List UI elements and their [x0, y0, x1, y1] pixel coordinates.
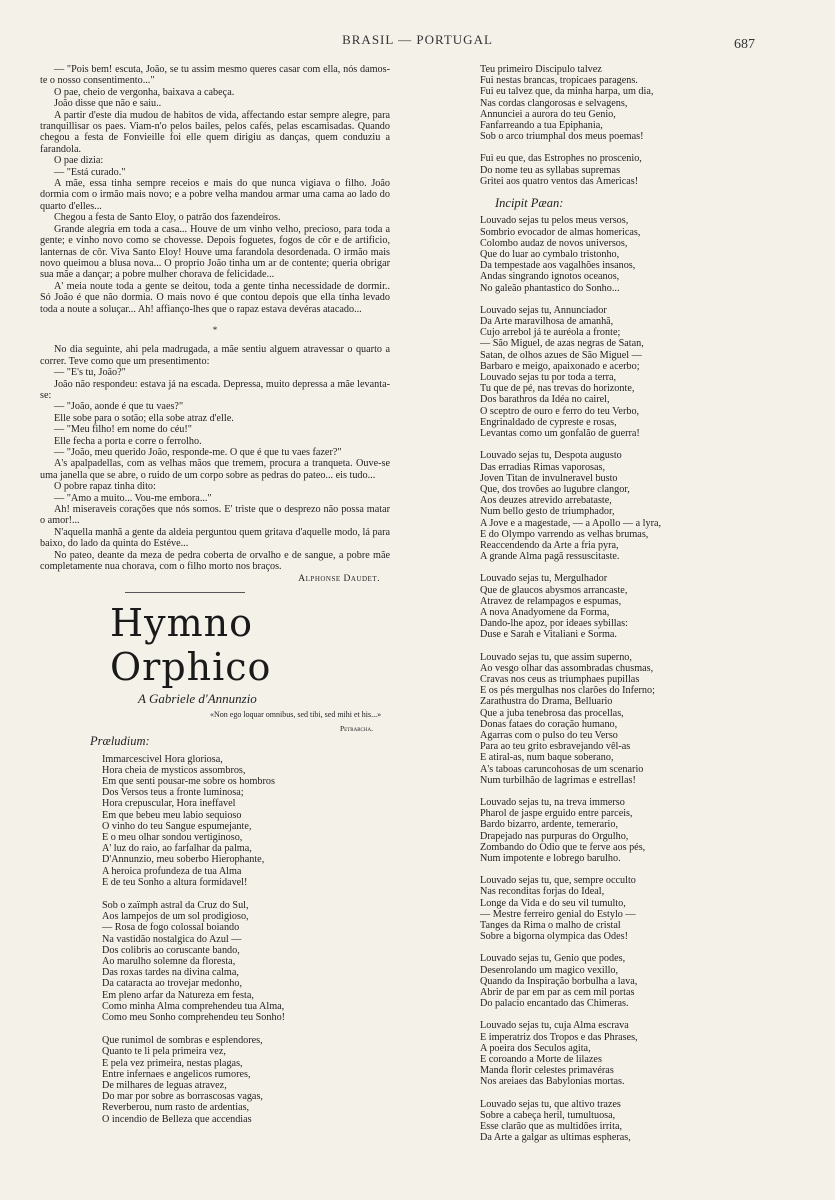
verse-line: Entre infernaes e angelicos rumores,: [102, 1068, 251, 1080]
verse-line: Da cataracta ao trovejar medonho,: [102, 978, 243, 990]
verse-line: E atiral-as, num baque soberano,: [480, 752, 614, 764]
paragraph: N'aquella manhã a gente da aldeia perguntou quem gritava d'aquelle modo, lá para baixo, do lado da quinta do Estéve...: [40, 526, 390, 550]
verse-line: E de teu Sonho a altura formidavel!: [102, 876, 248, 888]
verse-line: Gritei aos quatro ventos das Americas!: [480, 175, 639, 187]
verse-line: Das erradias Rimas vaporosas,: [480, 461, 606, 473]
verse-line: Andas singrando ignotos oceanos,: [480, 271, 620, 283]
verse-line: Louvado sejas tu, que assim superno,: [480, 651, 632, 663]
verse-line: Da Arte maravilhosa de amanhã,: [480, 316, 614, 328]
stanza: [480, 64, 692, 142]
verse-line: Sombrio evocador de almas homericas,: [480, 226, 641, 238]
verse-line: Louvado sejas tu, Annunciador: [480, 304, 607, 316]
verse-line: O incendio de Belleza que accendias: [102, 1113, 252, 1125]
verse-line: Que de glaucos abysmos arrancaste,: [480, 584, 628, 596]
verse-line: — São Miguel, de azas negras de Satan,: [480, 338, 644, 350]
verse-line: Louvado sejas tu, Despota augusto: [480, 450, 622, 462]
verse-line: Na vastidão nostalgica do Azul —: [102, 933, 242, 945]
author-signature: Alphonse Daudet.: [298, 574, 380, 585]
verse-line: Annunciei a aurora do teu Genio,: [480, 108, 616, 120]
verse-line: Quando da Inspiração borbulha a lava,: [480, 975, 638, 987]
verse-line: Louvado sejas tu pelos meus versos,: [480, 215, 629, 227]
verse-line: Fui eu que, das Estrophes no proscenio,: [480, 153, 642, 165]
paragraph: Elle sobe para o sotão; ella sobe atraz d'elle.: [54, 412, 234, 424]
verse-line: Do palacio encantado das Chimeras.: [480, 998, 629, 1010]
verse-line: De milhares de leguas atravez,: [102, 1080, 227, 1092]
verse-line: Das roxas tardes na divina calma,: [102, 967, 239, 979]
verse-line: Como minha Alma comprehendeu tua Alma,: [102, 1000, 285, 1012]
divider-rule: [125, 592, 245, 593]
verse-line: Engrinaldado de cypreste e rosas,: [480, 416, 617, 428]
verse-line: Que runimol de sombras e esplendores,: [102, 1035, 263, 1047]
verse-line: O sceptro de ouro e ferro do teu Verbo,: [480, 405, 640, 417]
verse-line: Que a juba tenebrosa das procellas,: [480, 707, 624, 719]
verse-line: Zombando do Odio que te ferve aos pés,: [480, 841, 646, 853]
paragraph: Grande alegria em toda a casa... Houve de um vinho velho, precioso, para toda a gente; e vinho novo como se chovesse. Depois foguetes, fogos de côr e de artificio, lanternas de côr. Viva Santo Eloy! Houve uma farandola desordenada. O irmão mais novo queimou a blusa nova... O proprio João tinha um ar de contente; queria obrigar sua mãe a dançar; a pobre mulher chorava de felicidade...: [40, 223, 390, 281]
stanza: [480, 652, 692, 786]
verse-line: Louvado sejas tu, cuja Alma escrava: [480, 1020, 629, 1032]
verse-line: No galeão phantastico do Sonho...: [480, 282, 620, 294]
paragraph: — "João, meu querido João, responde-me. O que é que tu vaes fazer?": [54, 447, 342, 458]
paragraph: — "Meu filho! em nome do céu!": [54, 424, 192, 436]
verse-line: Barbaro e meigo, apaixonado e acerbo;: [480, 360, 640, 372]
paragraph: A mãe, essa tinha sempre receios e mais do que nunca vigiava o filho. João dormia com o irmão mais novo; e a pobre velha mandou armar uma cama ao lado do quarto d'elles...: [40, 178, 390, 212]
verse-line: Joven Titan de invulneravel busto: [480, 472, 618, 484]
verse-line: Satan, de olhos azues de São Miguel —: [480, 349, 642, 361]
story-text: [40, 64, 390, 315]
verse-line: Agarras com o pulso do teu Verso: [480, 729, 618, 741]
verse-line: Zarathustra do Drama, Belluario: [480, 696, 613, 708]
paragraph: — "Está curado.": [54, 166, 126, 178]
paragraph: A's apalpadellas, com as velhas mãos que tremem, procura a tranqueta. Ouve-se uma janella que se abre, o ruido de um corpo sobre as pedras do pateo... eis tudo...: [40, 458, 390, 481]
paragraph: O pobre rapaz tinha dito:: [54, 481, 156, 493]
paragraph: Elle fecha a porta e corre o ferrolho.: [54, 435, 202, 447]
verse-line: — Mestre ferreiro genial do Estylo —: [480, 908, 636, 920]
verse-line: Do nome teu as syllabas supremas: [480, 164, 621, 176]
verse-line: Aos lampejos de um sol prodigioso,: [102, 911, 249, 923]
verse-line: Louvado sejas tu, Mergulhador: [480, 573, 608, 585]
poem-verse-right-b: [480, 215, 692, 1143]
verse-line: Teu primeiro Discipulo talvez: [480, 64, 602, 75]
verse-line: E pela vez primeira, nestas plagas,: [102, 1057, 243, 1069]
verse-line: Manda florir celestes primavéras: [480, 1065, 614, 1077]
verse-line: Colombo audaz de novos universos,: [480, 237, 628, 249]
verse-line: Ao vesgo olhar das assombradas chusmas,: [480, 662, 654, 674]
verse-line: Cujo arrebol já te auréola a fronte;: [480, 327, 621, 339]
epigraph-author: Petrarcha.: [340, 723, 373, 733]
verse-line: Como meu Sonho comprehendeu teu Sonho!: [102, 1012, 286, 1024]
verse-line: Hora cheia de mysticos assombros,: [102, 764, 246, 776]
verse-line: D'Annunzio, meu soberbo Hierophante,: [102, 854, 265, 866]
verse-line: Em pleno arfar da Natureza em festa,: [102, 989, 254, 1001]
verse-line: Que do luar ao cymbalo tristonho,: [480, 249, 620, 261]
stanza: [480, 1020, 692, 1087]
running-title: BRASIL — PORTUGAL: [342, 32, 493, 47]
verse-line: Atravez de relampagos e espumas,: [480, 595, 622, 607]
verse-line: Dos Versos teus a fronte luminosa;: [102, 787, 244, 799]
verse-line: Quanto te li pela primeira vez,: [102, 1046, 226, 1058]
verse-line: Fanfarreando a tua Epiphania,: [480, 120, 603, 132]
verse-line: Aos deuzes atrevido arrebataste,: [480, 495, 612, 507]
verse-line: Esse clarão que as multidões irrita,: [480, 1121, 623, 1133]
verse-line: Sobre a bigorna olympica das Odes!: [480, 931, 628, 943]
verse-line: E imperatriz dos Tropos e das Phrases,: [480, 1031, 638, 1043]
verse-line: Desenrolando um magico vexillo,: [480, 964, 619, 976]
verse-line: E coroando a Morte de lilazes: [480, 1054, 602, 1066]
verse-line: Drapejado nas purpuras do Orgulho,: [480, 830, 629, 842]
incipit-label: Incipit Pæan:: [495, 196, 564, 211]
stanza: [480, 797, 692, 864]
verse-line: Pharol de jaspe erguido entre parceis,: [480, 808, 633, 820]
verse-line: Num turbilhão de lagrimas e estrellas!: [480, 774, 636, 786]
verse-line: A nova Anadyomene da Forma,: [480, 606, 610, 618]
paragraph: No pateo, deante da meza de pedra coberta de orvalho e de sangue, a pobre mãe completamente nua chorava, com o filho morto nos braços.: [40, 549, 390, 573]
verse-line: O vinho do teu Sangue espumejante,: [102, 820, 252, 832]
verse-line: Num impotente e lobrego barulho.: [480, 853, 621, 864]
paragraph: Ah! miseraveis corações que nós somos. E' triste que o desprezo não possa matar o amor!...: [40, 504, 390, 527]
verse-line: Dos colibris ao coruscante bando,: [102, 944, 240, 956]
verse-line: Tanges da Rima o malho de cristal: [480, 920, 621, 932]
stanza: [480, 215, 692, 293]
verse-line: Louvado sejas tu, que, sempre occulto: [480, 875, 636, 887]
verse-line: Immarcescivel Hora gloriosa,: [102, 753, 223, 765]
verse-line: Ao marulho solemne da floresta,: [102, 956, 236, 968]
verse-line: Levantas como um gonfalão de guerra!: [480, 428, 640, 440]
verse-line: A heroica profundeza de tua Alma: [102, 865, 242, 877]
verse-line: Nos areiaes das Babylonias mortas.: [480, 1076, 625, 1088]
verse-line: Reaccendendo da Arte a fria pyra,: [480, 539, 619, 551]
stanza: [102, 1035, 390, 1125]
verse-line: Em que bebeu meu labio sequioso: [102, 809, 242, 821]
verse-line: Sob o arco triumphal dos meus poemas!: [480, 131, 644, 143]
verse-line: Fui nestas brancas, tropicaes paragens.: [480, 75, 638, 87]
paragraph: O pae, cheio de vergonha, baixava a cabeça.: [54, 86, 235, 98]
paragraph: A partir d'este dia mudou de habitos de vida, affectando estar sempre alegre, para tranquillisar os paes. Viam-n'o pelos bailes, pelos cafés, pelas escamisadas. Quando chegou a festa de Fonvieille foi elle quem dirigiu as danças, quem conduziu a farandola.: [40, 109, 390, 155]
stanza: [480, 153, 692, 187]
paragraph: — "João, aonde é que tu vaes?": [54, 401, 184, 413]
paragraph: — "E's tu, João?": [54, 367, 126, 379]
verse-line: A poeira dos Seculos agita,: [480, 1042, 591, 1054]
verse-line: Reverberou, num rasto de ardentias,: [102, 1102, 250, 1114]
verse-line: Donas fataes do coração humano,: [480, 718, 618, 730]
paragraph: A' meia noute toda a gente se deitou, toda a gente tinha necessidade de dormir.. Só João é que não dormia. O mais novo é que contou depois que ella tinha levado toda a noute a soluçar... Ah! affianço-lhes que o rapaz estava devéras atacado...: [40, 280, 390, 315]
paragraph: Chegou a festa de Santo Eloy, o patrão dos fazendeiros.: [54, 212, 281, 224]
verse-line: Em que senti pousar-me sobre os hombros: [102, 776, 275, 787]
verse-line: Da tempestade aos vagalhões insanos,: [480, 260, 636, 272]
verse-line: — Rosa de fogo colossal boiando: [102, 922, 240, 934]
verse-line: Cravas nos ceus as triumphaes pupillas: [480, 673, 640, 685]
stanza: [480, 1099, 692, 1144]
verse-line: Dos barathros da Idéa no cairel,: [480, 394, 610, 406]
poem-epigraph: «Non ego loquar omnibus, sed tibi, sed mihi et his...»: [210, 710, 382, 720]
poem-verse-left: [102, 754, 390, 1125]
verse-line: Do mar por sobre as borrascosas vagas,: [102, 1091, 263, 1103]
poem-title: Hymno Orphico: [110, 600, 272, 689]
stanza: [480, 953, 692, 1009]
stanza: [102, 900, 390, 1023]
verse-line: Louvado sejas tu, que altivo trazes: [480, 1098, 621, 1110]
verse-line: Sob o zaïmph astral da Cruz do Sul,: [102, 900, 249, 912]
verse-line: Tu que de pé, nas trevas do horizonte,: [480, 383, 635, 395]
paragraph: — "Pois bem! escuta, João, se tu assim mesmo queres casar com ella, nós damos-te o nosso consentimento...": [40, 64, 390, 87]
page-number: 687: [734, 37, 755, 52]
prelude-label: Præludium:: [90, 734, 150, 749]
verse-line: Louvado sejas tu, na treva immerso: [480, 796, 625, 808]
verse-line: Hora crepuscular, Hora ineffavel: [102, 798, 236, 810]
verse-line: E do Olympo varrendo as velhas brumas,: [480, 528, 649, 540]
left-column: [40, 64, 390, 1137]
paragraph: O pae dizia:: [54, 155, 104, 167]
verse-line: A's taboas caruncohosas de um scenario: [480, 763, 644, 775]
verse-line: Louvado sejas tu, Genio que podes,: [480, 953, 626, 965]
paragraph: João disse que não e saiu..: [54, 98, 162, 110]
verse-line: A Jove e a magestade, — a Apollo — a lyra,: [480, 517, 662, 529]
section-star: *: [212, 324, 218, 335]
poem-dedication: A Gabriele d'Annunzio: [138, 690, 257, 706]
paragraph: No dia seguinte, ahi pela madrugada, a mãe sentiu alguem atravessar o quarto a correr. Teve como que um presentimento:: [40, 344, 390, 367]
poem-verse-right-a: [480, 64, 692, 187]
stanza: [480, 450, 692, 562]
stanza: [480, 305, 692, 439]
verse-line: E os pés mergulhas nos clarões do Inferno;: [480, 685, 655, 697]
verse-line: Duse e Sarah e Vitaliani e Sorma.: [480, 629, 617, 641]
verse-line: Que, dos trovões ao lugubre clangor,: [480, 483, 630, 495]
verse-line: Nas reconditas forjas do Ideal,: [480, 886, 605, 898]
verse-line: Longe da Vida e do seu vil tumulto,: [480, 897, 626, 909]
paragraph: João não respondeu: estava já na escada. Depressa, muito depressa a mãe levanta-se:: [40, 378, 390, 401]
verse-line: E o meu olhar sondou vertiginoso,: [102, 832, 243, 844]
verse-line: Fui eu talvez que, da minha harpa, um dia,: [480, 86, 654, 98]
paragraph: — "Amo a muito... Vou-me embora...": [54, 492, 212, 504]
verse-line: Sobre a cabeça heril, tumultuosa,: [480, 1109, 616, 1121]
verse-line: Bardo bizarro, ardente, temerario,: [480, 819, 619, 831]
stanza: [102, 754, 390, 888]
verse-line: Nas cordas clangorosas e selvagens,: [480, 97, 628, 109]
right-column: [470, 64, 692, 1154]
verse-line: Dando-lhe apoz, por ideaes sybillas:: [480, 618, 628, 630]
verse-line: Abrir de par em par as cem mil portas: [480, 987, 635, 999]
stanza: [480, 875, 692, 942]
poem-heading: [80, 601, 390, 734]
verse-line: Num bello gesto de triumphador,: [480, 506, 615, 518]
page-header: [0, 32, 835, 52]
verse-line: A' luz do raio, ao farfalhar da palma,: [102, 843, 252, 855]
verse-line: Da Arte a galgar as ultimas espheras,: [480, 1132, 631, 1144]
story-text-continued: [40, 344, 390, 572]
verse-line: A grande Alma pagã ressuscitaste.: [480, 551, 620, 563]
verse-line: Louvado sejas tu por toda a terra,: [480, 372, 617, 384]
stanza: [480, 573, 692, 640]
verse-line: Para ao teu grito esbravejando vêl-as: [480, 741, 631, 753]
